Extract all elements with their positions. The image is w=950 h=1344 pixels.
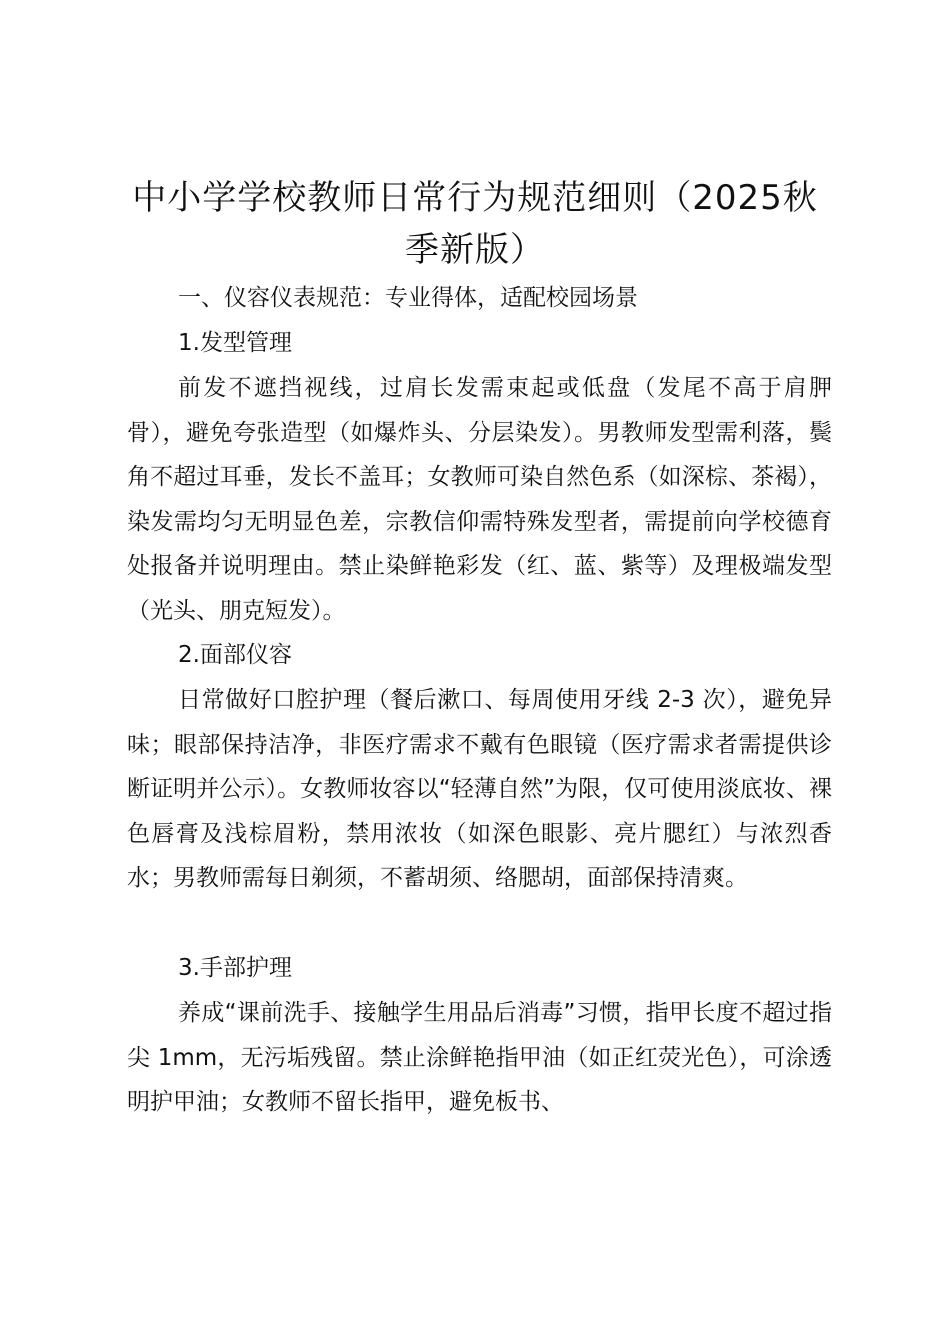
paragraph-face: 日常做好口腔护理（餐后漱口、每周使用牙线 2-3 次），避免异味；眼部保持洁净，非医疗需求不戴有色眼镜（医疗需求者需提供诊断证明并公示）。女教师妆容以“轻薄自然”为限，仅可使用淡底妆、裸色唇膏及浅棕眉粉，禁用浓妆（如深色眼影、亮片腮红）与浓烈香水；男教师需每日剃须，不蓄胡须、络腮胡，面部保持清爽。 <box>127 687 832 891</box>
section-heading-hairstyle: 1.发型管理 <box>178 330 292 356</box>
section-heading-hands: 3.手部护理 <box>178 955 292 981</box>
paragraph-hairstyle: 前发不遮挡视线，过肩长发需束起或低盘（发尾不高于肩胛骨），避免夸张造型（如爆炸头、分层染发）。男教师发型需利落，鬓角不超过耳垂，发长不盖耳；女教师可染自然色系（如深棕、茶褐），染发需均匀无明显色差，宗教信仰需特殊发型者，需提前向学校德育处报备并说明理由。禁止染鲜艳彩发（红、蓝、紫等）及理极端发型（光头、朋克短发）。 <box>127 375 832 624</box>
document-title: 中小学学校教师日常行为规范细则（2025秋季新版） <box>132 178 818 270</box>
section-heading-appearance: 一、仪容仪表规范：专业得体，适配校园场景 <box>178 285 638 311</box>
section-heading-face: 2.面部仪容 <box>178 642 292 668</box>
paragraph-hands: 养成“课前洗手、接触学生用品后消毒”习惯，指甲长度不超过指尖 1mm，无污垢残留。禁止涂鲜艳指甲油（如正红荧光色），可涂透明护甲油；女教师不留长指甲，避免板书、 <box>127 1000 832 1115</box>
